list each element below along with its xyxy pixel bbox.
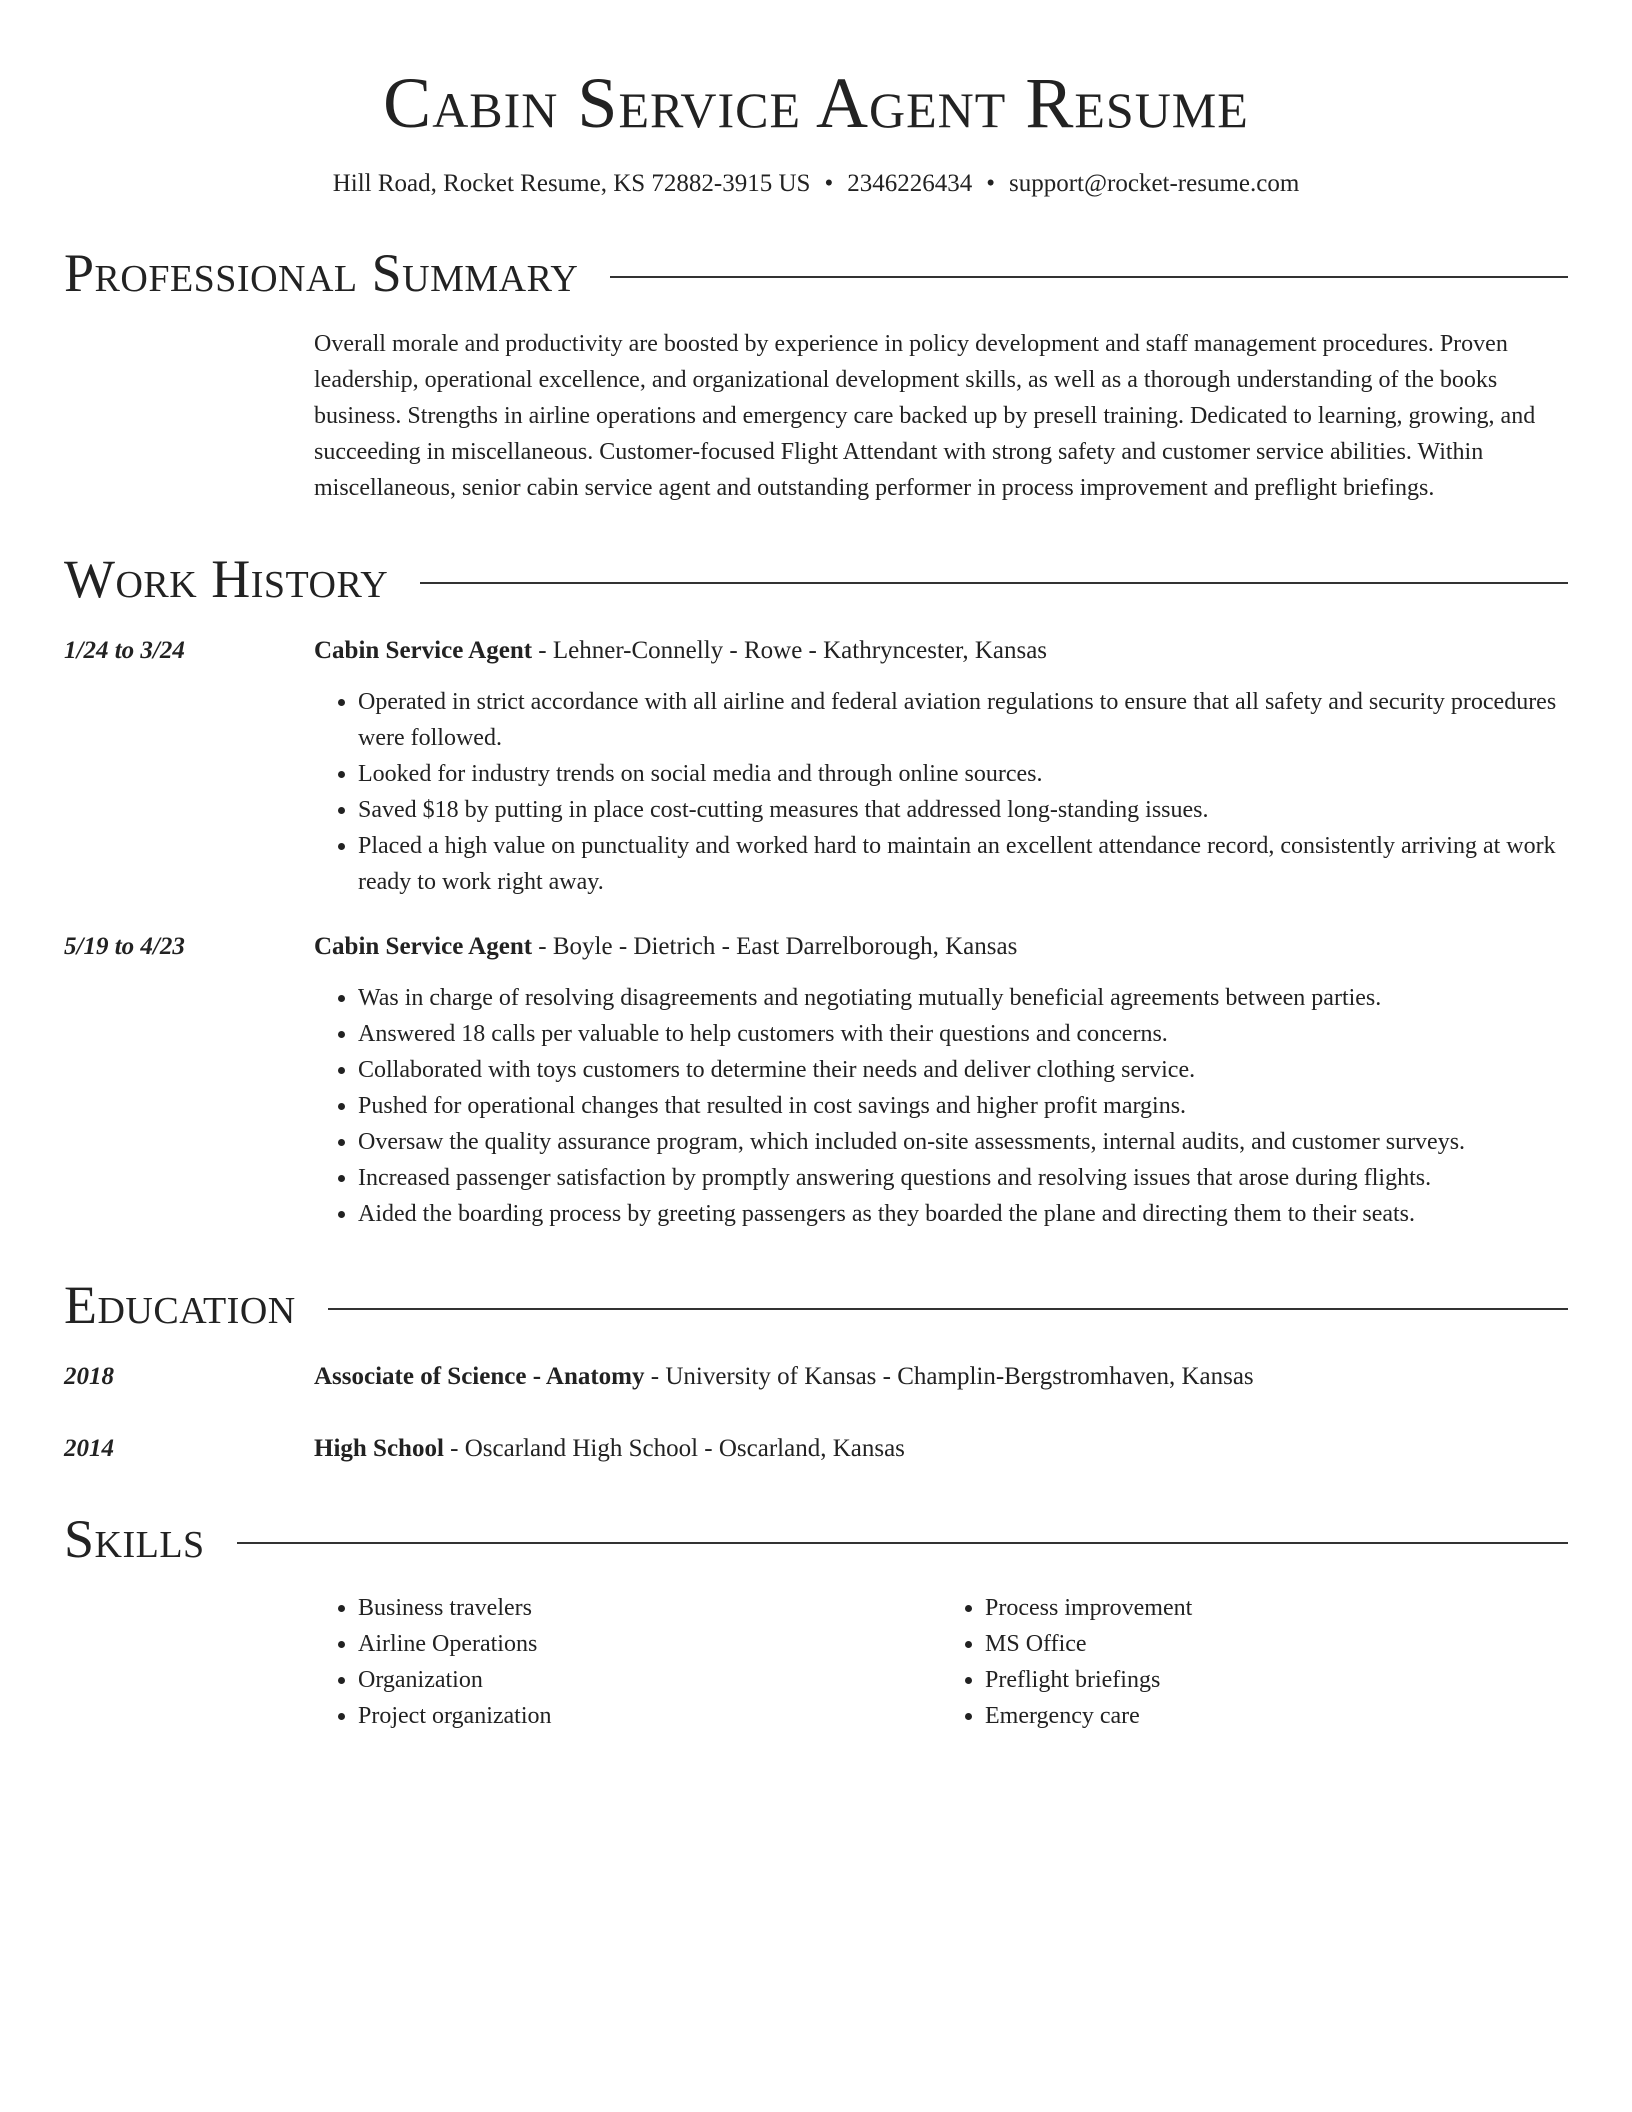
skill-item: • Project organization: [358, 1698, 941, 1734]
list-item: • Increased passenger satisfaction by promptly answering questions and resolving issues that arose during flights.: [358, 1160, 1568, 1196]
summary-heading: Professional Summary: [64, 243, 579, 303]
contact-email[interactable]: support@rocket-resume.com: [1009, 170, 1300, 197]
skill-item: • Business travelers: [358, 1590, 941, 1626]
job-title: Cabin Service Agent: [314, 637, 533, 664]
work-section-header: [64, 546, 1568, 612]
contact-separator: •: [824, 170, 834, 197]
contact-address: Hill Road, Rocket Resume, KS 72882-3915 US: [332, 170, 811, 197]
section-divider: [420, 582, 1568, 584]
job-body: [314, 930, 1568, 1232]
job-title: Cabin Service Agent: [314, 933, 533, 960]
education-section-header: [64, 1272, 1568, 1338]
education-details: - Oscarland High School - Oscarland, Kansas: [443, 1435, 905, 1462]
contact-line: [64, 168, 1568, 200]
work-heading: Work History: [64, 549, 389, 609]
education-heading: Education: [64, 1275, 296, 1335]
list-item: • Placed a high value on punctuality and worked hard to maintain an excellent attendance record, consistently arriving at work ready to work right away.: [358, 828, 1568, 900]
list-item: • Oversaw the quality assurance program, which included on-site assessments, internal audits, and customer surveys.: [358, 1124, 1568, 1160]
skills-grid: [314, 1590, 1568, 1734]
list-item: • Saved $18 by putting in place cost-cutting measures that addressed long-standing issues.: [358, 792, 1568, 828]
education-body: [314, 1360, 1568, 1394]
skills-section-header: [64, 1506, 1568, 1572]
job-details: - Lehner-Connelly - Rowe - Kathryncester, Kansas: [532, 637, 1048, 664]
section-divider: [237, 1542, 1568, 1544]
skill-item: • Airline Operations: [358, 1626, 941, 1662]
section-divider: [610, 276, 1568, 278]
list-item: • Pushed for operational changes that resulted in cost savings and higher profit margins.: [358, 1088, 1568, 1124]
job-bullets: [314, 980, 1568, 1232]
job-heading: [314, 930, 1568, 964]
job-dates: 5/19 to 4/23: [64, 933, 185, 960]
section-divider: [328, 1308, 1568, 1310]
list-item: • Aided the boarding process by greeting passengers as they boarded the plane and directing them to their seats.: [358, 1196, 1568, 1232]
list-item: • Collaborated with toys customers to determine their needs and deliver clothing service.: [358, 1052, 1568, 1088]
education-body: [314, 1432, 1568, 1466]
education-degree: Associate of Science - Anatomy: [314, 1363, 645, 1390]
education-entry: [64, 1360, 1568, 1394]
skills-section: [64, 1590, 1568, 1734]
contact-phone: 2346226434: [847, 170, 973, 197]
education-entry: [64, 1432, 1568, 1466]
education-details: - University of Kansas - Champlin-Bergstromhaven, Kansas: [644, 1363, 1254, 1390]
job-dates: 1/24 to 3/24: [64, 637, 185, 664]
education-degree: High School: [314, 1435, 444, 1462]
skill-item: • MS Office: [985, 1626, 1568, 1662]
skill-item: • Process improvement: [985, 1590, 1568, 1626]
list-item: • Operated in strict accordance with all airline and federal aviation regulations to ensure that all safety and security procedures were followed.: [358, 684, 1568, 756]
summary-text: Overall morale and productivity are boosted by experience in policy development and staff management procedures. Proven leadership, operational excellence, and organizational development skills, as well as a thorough understanding of the books business. Strengths in airline operations and emergency care backed up by presell training. Dedicated to learning, growing, and succeeding in miscellaneous. Customer-focused Flight Attendant with strong safety and customer service abilities. Within miscellaneous, senior cabin service agent and outstanding performer in process improvement and preflight briefings.: [314, 331, 1536, 501]
skills-spacer: [64, 1590, 314, 1734]
resume-title: Cabin Service Agent Resume: [383, 63, 1249, 143]
summary-section: [64, 326, 1568, 506]
skill-item: • Preflight briefings: [985, 1662, 1568, 1698]
list-item: • Looked for industry trends on social media and through online sources.: [358, 756, 1568, 792]
skills-heading: Skills: [64, 1509, 205, 1569]
skills-column-1: [314, 1590, 941, 1734]
education-year: 2014: [64, 1435, 114, 1462]
job-heading: [314, 634, 1568, 668]
job-body: [314, 634, 1568, 900]
list-item: • Answered 18 calls per valuable to help customers with their questions and concerns.: [358, 1016, 1568, 1052]
education-year: 2018: [64, 1363, 114, 1390]
contact-separator: •: [986, 170, 995, 197]
list-item: • Was in charge of resolving disagreements and negotiating mutually beneficial agreements between parties.: [358, 980, 1568, 1016]
skills-column-2: [941, 1590, 1568, 1734]
summary-spacer: [64, 326, 314, 506]
skill-item: • Emergency care: [985, 1698, 1568, 1734]
skill-item: • Organization: [358, 1662, 941, 1698]
summary-section-header: [64, 240, 1568, 306]
job-entry: [64, 634, 1568, 900]
job-bullets: [314, 684, 1568, 900]
job-entry: [64, 930, 1568, 1232]
job-details: - Boyle - Dietrich - East Darrelborough, Kansas: [532, 933, 1018, 960]
